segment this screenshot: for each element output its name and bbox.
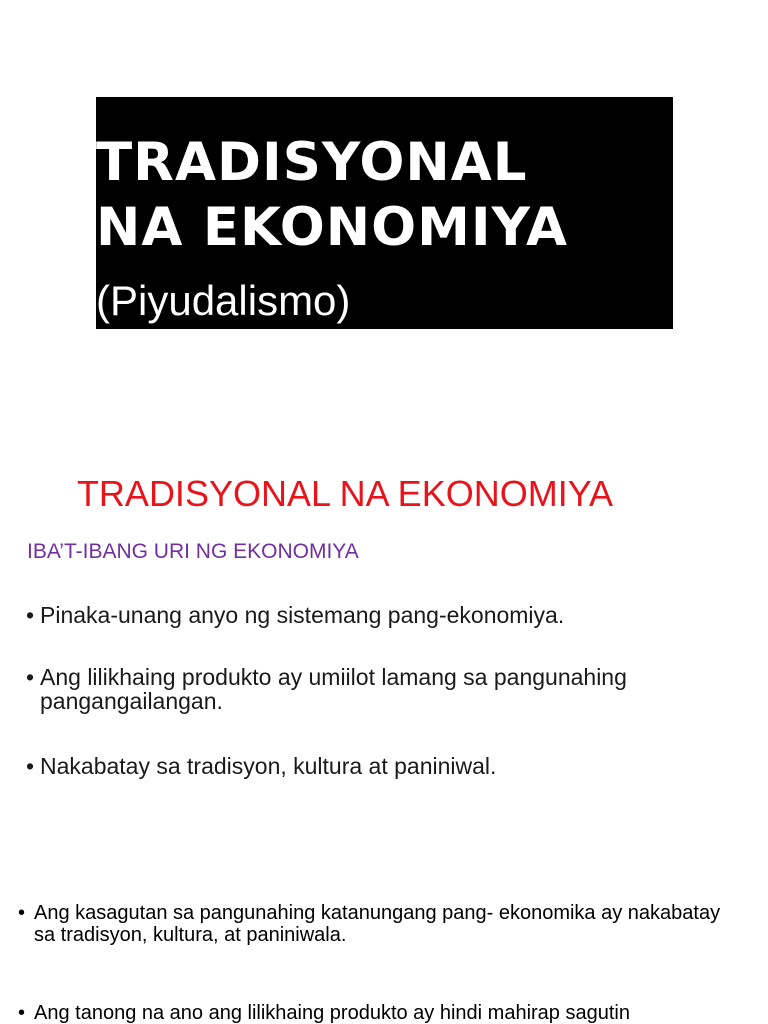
bullet-icon: • <box>18 902 26 924</box>
list-item <box>26 754 726 778</box>
slide-heading: TRADISYONAL NA EKONOMIYA <box>76 473 614 514</box>
list-item <box>18 1002 738 1024</box>
bullet-icon: • <box>26 602 35 628</box>
list-item-text: Ang tanong na ano ang lilikhaing produkto ay hindi mahirap sagutin <box>34 1002 630 1024</box>
bullet-icon: • <box>18 1002 26 1024</box>
list-item <box>18 902 738 946</box>
list-item-text: Nakabatay sa tradisyon, kultura at paniniwal. <box>40 753 497 779</box>
title-subtitle: (Piyudalismo) <box>96 277 351 324</box>
slide-subheading: IBA’T-IBANG URI NG EKONOMIYA <box>27 540 359 563</box>
list-item <box>26 665 726 713</box>
list-item <box>26 603 726 627</box>
list-item-text: Ang lilikhaing produkto ay umiilot lamang sa pangunahing pangangailangan. <box>40 664 627 714</box>
bullet-icon: • <box>26 664 35 690</box>
list-item-text: Pinaka-unang anyo ng sistemang pang-ekonomiya. <box>40 602 565 628</box>
bullet-icon: • <box>26 753 35 779</box>
list-item-text: Ang kasagutan sa pangunahing katanungang pang- ekonomika ay nakabatay sa tradisyon, kultura, at paniniwala. <box>34 902 721 946</box>
title-line-2: NA EKONOMIYA <box>96 197 568 258</box>
title-line-1: TRADISYONAL <box>96 132 528 193</box>
